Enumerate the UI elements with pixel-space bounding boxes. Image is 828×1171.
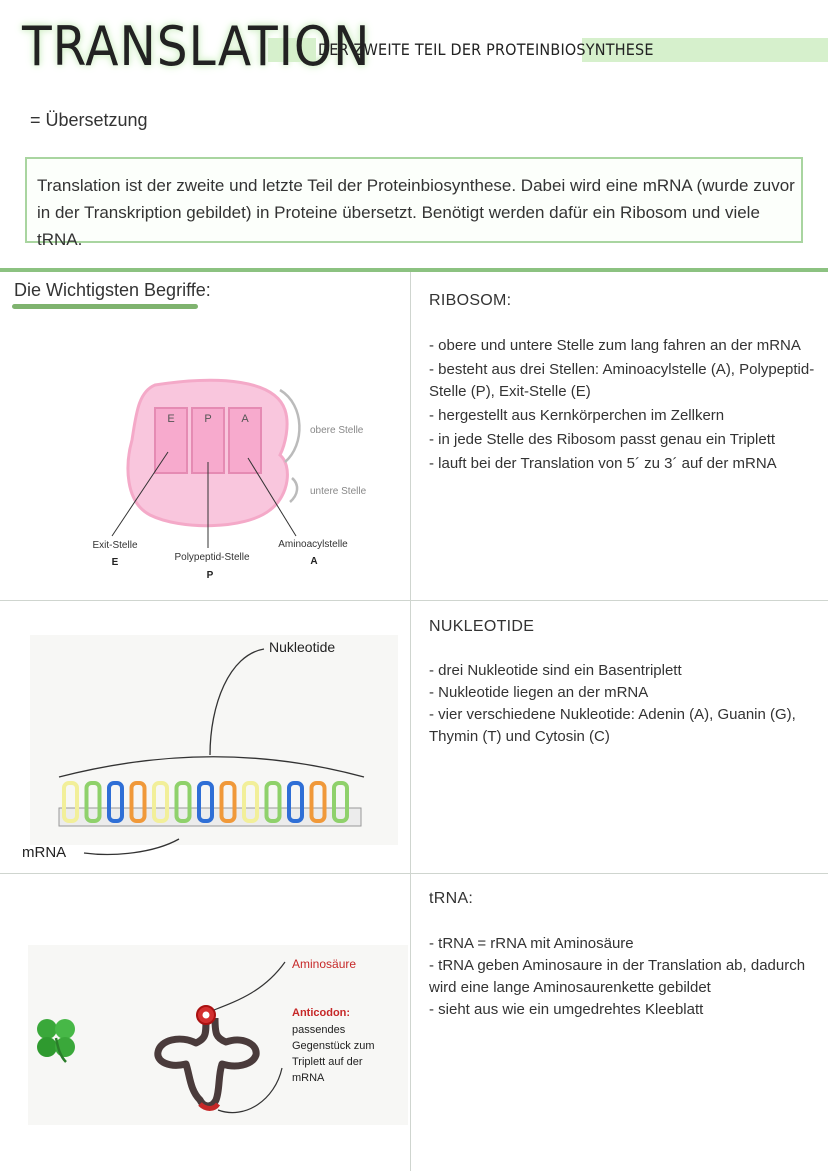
- amino-acid-label: Aminosäure: [292, 957, 357, 971]
- row-divider-1: [0, 600, 828, 601]
- nukleotide-item: - vier verschiedene Nukleotide: Adenin (A), Guanin (G), Thymin (T) und Cytosin (C): [429, 706, 796, 745]
- row-divider-2: [0, 873, 828, 874]
- trna-heading: tRNA:: [429, 890, 474, 907]
- ribosom-item: - besteht aus drei Stellen: Aminoacylstelle (A), Polypeptid-Stelle (P), Exit-Stelle (E): [429, 361, 815, 400]
- amino-site-label: Aminoacylstelle: [278, 539, 348, 550]
- column-divider: [410, 272, 411, 1171]
- mrna-label: mRNA: [22, 844, 67, 861]
- exit-site-letter: E: [111, 557, 119, 568]
- ribosome-diagram: [60, 370, 380, 590]
- section-divider: [0, 268, 828, 272]
- site-p-letter: P: [204, 413, 212, 425]
- nukleotide-heading: NUKLEOTIDE: [429, 618, 535, 635]
- mrna-diagram: [14, 625, 404, 865]
- trna-item: - tRNA = rRNA mit Aminosäure: [429, 935, 634, 952]
- anticodon-label: Anticodon:: [292, 1007, 351, 1019]
- definition-text: Translation ist der zweite und letzte Teil der Proteinbiosynthese. Dabei wird eine mRNA (wurde zuvor in der Transkription gebildet) in Proteine übersetzt. Benötigt werden dafür ein Ribosom und viele tRNA.: [37, 176, 795, 249]
- terms-heading: Die Wichtigsten Begriffe:: [14, 280, 211, 300]
- ribosom-item: - in jede Stelle des Ribosom passt genau ein Triplett: [429, 431, 776, 448]
- anticodon-desc-line: Gegenstück zum: [292, 1040, 375, 1052]
- translation-equation: = Übersetzung: [30, 110, 148, 130]
- amino-site-letter: A: [310, 556, 318, 567]
- trna-item: - sieht aus wie ein umgedrehtes Kleeblatt: [429, 1001, 704, 1018]
- trna-diagram: [20, 940, 410, 1130]
- anticodon-desc-line: passendes: [292, 1024, 346, 1036]
- poly-site-label: Polypeptid-Stelle: [174, 552, 250, 563]
- site-a-letter: A: [241, 413, 249, 425]
- nukleotide-item: - drei Nukleotide sind ein Basentriplett: [429, 662, 682, 679]
- exit-site-label: Exit-Stelle: [92, 540, 138, 551]
- terms-heading-underline: [12, 304, 198, 309]
- ribosom-item: - hergestellt aus Kernkörperchen im Zellkern: [429, 407, 725, 424]
- nukleotide-list: [429, 660, 817, 748]
- page-title: TRANSLATION: [22, 15, 371, 78]
- ribosom-heading: RIBOSOM:: [429, 292, 512, 309]
- anticodon-desc-line: mRNA: [292, 1072, 325, 1084]
- site-e-letter: E: [167, 413, 175, 425]
- lower-bracket: [290, 478, 297, 502]
- ribosom-item: - lauft bei der Translation von 5´ zu 3´ auf der mRNA: [429, 455, 777, 472]
- anticodon-desc-line: Triplett auf der: [292, 1056, 363, 1068]
- upper-site-label: obere Stelle: [310, 425, 364, 436]
- page-subtitle: DER ZWEITE TEIL DER PROTEINBIOSYNTHESE: [318, 40, 654, 59]
- ribosom-item: - obere und untere Stelle zum lang fahren an der mRNA: [429, 337, 801, 354]
- trna-item: - tRNA geben Aminosaure in der Translation ab, dadurch wird eine lange Aminosaurenkette gebildet: [429, 957, 806, 996]
- nucleotide-label: Nukleotide: [269, 639, 336, 655]
- trna-list: [429, 933, 817, 1021]
- nukleotide-item: - Nukleotide liegen an der mRNA: [429, 684, 649, 701]
- poly-site-letter: P: [206, 570, 214, 581]
- ribosom-list: [429, 335, 817, 475]
- lower-site-label: untere Stelle: [310, 486, 367, 497]
